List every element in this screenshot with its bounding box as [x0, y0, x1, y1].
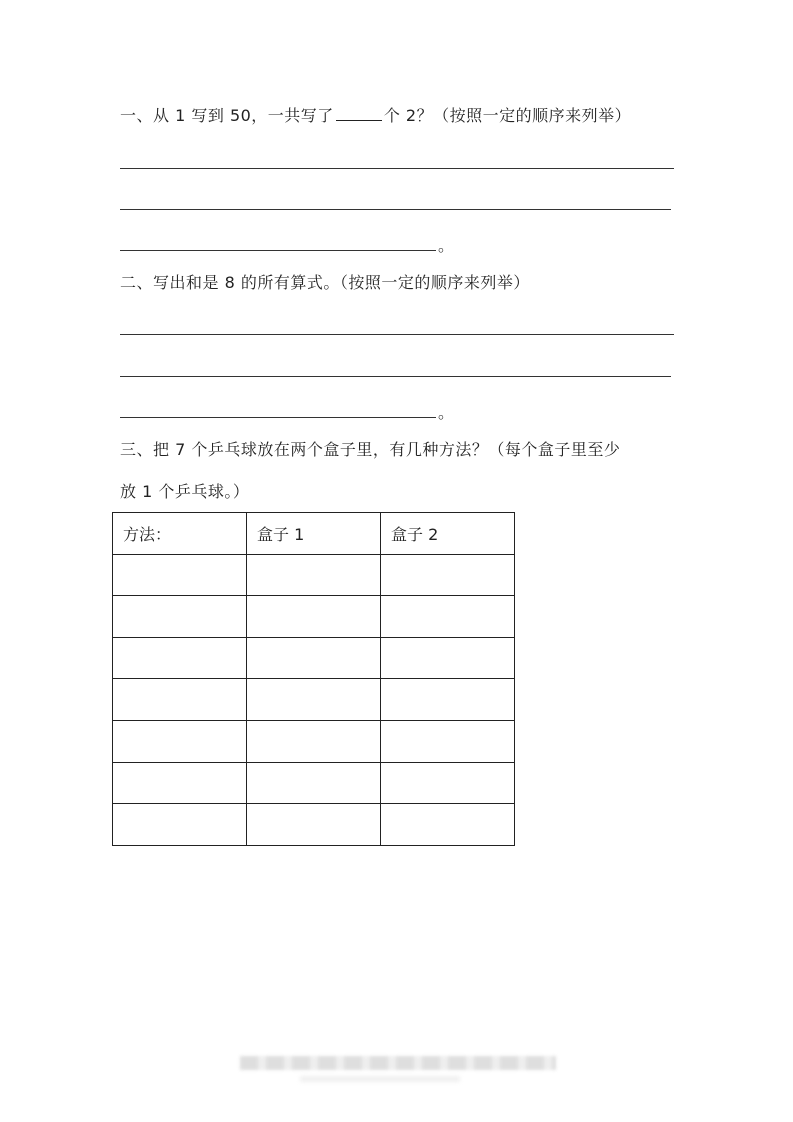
table-row — [113, 720, 515, 762]
table-row — [113, 804, 515, 846]
header-method: 方法： — [113, 513, 247, 555]
table-row — [113, 596, 515, 638]
box-1-cell[interactable] — [247, 596, 381, 638]
q2-answer-line-3[interactable] — [120, 417, 436, 418]
question-3-line-1: 三、把 7 个乒乓球放在两个盒子里，有几种方法？（每个盒子里至少 — [120, 440, 621, 459]
question-2: 二、写出和是 8 的所有算式。（按照一定的顺序来列举） — [120, 273, 530, 292]
box-1-cell[interactable] — [247, 804, 381, 846]
blurred-footer-watermark — [240, 1056, 556, 1070]
box-2-cell[interactable] — [381, 720, 515, 762]
q1-answer-line-2[interactable] — [120, 209, 671, 210]
box-2-cell[interactable] — [381, 637, 515, 679]
q1-answer-line-1[interactable] — [120, 168, 674, 169]
q1-end-period: 。 — [438, 236, 455, 255]
box-1-cell[interactable] — [247, 679, 381, 721]
box-1-cell[interactable] — [247, 720, 381, 762]
box-2-cell[interactable] — [381, 762, 515, 804]
question-1-prefix: 一、从 1 写到 50，一共写了 — [120, 106, 334, 125]
question-1-answer-blank[interactable] — [336, 105, 382, 121]
header-box-2: 盒子 2 — [381, 513, 515, 555]
method-cell[interactable] — [113, 804, 247, 846]
q2-answer-line-2[interactable] — [120, 376, 671, 377]
blurred-footer-watermark-sub — [300, 1076, 460, 1082]
method-cell[interactable] — [113, 596, 247, 638]
table-row — [113, 762, 515, 804]
box-1-cell[interactable] — [247, 637, 381, 679]
table-header-row — [113, 513, 515, 555]
table-row — [113, 554, 515, 596]
table-row — [113, 679, 515, 721]
box-1-cell[interactable] — [247, 762, 381, 804]
question-1 — [120, 105, 631, 127]
q2-end-period: 。 — [438, 403, 455, 422]
box-2-cell[interactable] — [381, 554, 515, 596]
question-1-suffix: 个 2？（按照一定的顺序来列举） — [383, 106, 632, 125]
box-2-cell[interactable] — [381, 596, 515, 638]
method-cell[interactable] — [113, 554, 247, 596]
box-2-cell[interactable] — [381, 679, 515, 721]
box-1-cell[interactable] — [247, 554, 381, 596]
method-cell[interactable] — [113, 679, 247, 721]
method-cell[interactable] — [113, 720, 247, 762]
header-box-1: 盒子 1 — [247, 513, 381, 555]
method-cell[interactable] — [113, 637, 247, 679]
table-row — [113, 637, 515, 679]
question-3-line-2: 放 1 个乒乓球。） — [120, 482, 250, 501]
methods-table — [112, 512, 515, 846]
q2-answer-line-1[interactable] — [120, 334, 674, 335]
box-2-cell[interactable] — [381, 804, 515, 846]
q1-answer-line-3[interactable] — [120, 250, 436, 251]
method-cell[interactable] — [113, 762, 247, 804]
